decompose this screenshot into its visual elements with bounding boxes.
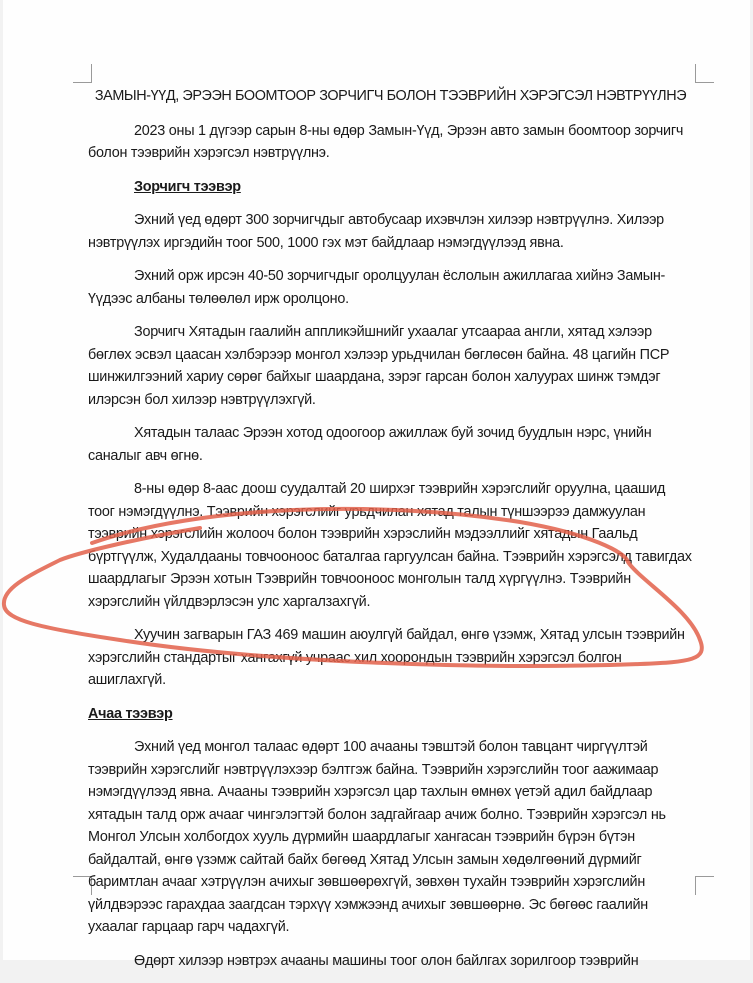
margin-corner-top-right bbox=[695, 64, 714, 83]
section-heading-cargo bbox=[88, 703, 693, 726]
margin-corner-bottom-right bbox=[695, 876, 714, 895]
paragraph: Өдөрт хилээр нэвтрэх ачааны машины тоог олон байлгах зорилгоор тээврийн bbox=[134, 952, 639, 969]
section-heading-text: Ачаа тээвэр bbox=[88, 705, 173, 722]
document-body bbox=[88, 85, 693, 983]
section-heading-passenger bbox=[88, 176, 693, 199]
section-heading-text: Зорчигч тээвэр bbox=[134, 178, 241, 195]
intro-paragraph: 2023 оны 1 дүгээр сарын 8-ны өдөр Замын-Үүд, Эрээн авто замын боомтоор зорчигч болон тээврийн хэрэгсэл нэвтрүүлнэ. bbox=[88, 122, 684, 161]
paragraph-highlighted: Хуучин загварын ГАЗ 469 машин аюулгүй байдал, өнгө үзэмж, Хятад улсын тээврийн хэрэгслийн стандартыг хангахгүй учраас хил хоорондын тээврийн хэрэгсэл болгон ашиглахгүй. bbox=[88, 627, 685, 688]
paragraph: 8-ны өдөр 8-аас доош суудалтай 20 ширхэг тээврийн хэрэгслийг оруулна, цаашид тоог нэмэгдүүлнэ. Тээврийн хэрэгслийг урьдчилан хятад талын түншээрээ дамжуулан тээврийн хэрэгслийн жолооч болон тээврийн хэрэслийн мэдээллийг хятадын Гаальд бүртгүүлж, Худалдааны товчооноос баталгаа гаргуулсан байна. Тээврийн хэрэгсэлд тавигдах шаардлагыг Эрээн хотын Тээврийн товчооноос монголын талд хүргүүлнэ. Тээврийн хэрэгслийн үйлдвэрлэсэн улс харгалзахгүй. bbox=[88, 481, 692, 610]
paragraph: Эхний үед өдөрт 300 зорчигчдыг автобусаар ихэвчлэн хилээр нэвтрүүлнэ. Хилээр нэвтрүүлэх иргэдийн тоог 500, 1000 гэх мэт байдлаар нэмэгдүүлээд явна. bbox=[88, 212, 664, 251]
paragraph: Зорчигч Хятадын гаалийн аппликэйшнийг ухаалаг утсаараа англи, хятад хэлээр бөглөх эсвэл цаасан хэлбэрээр монгол хэлээр урьдчилан бөглөсөн байна. 48 цагийн ПСР шинжилгээний хариу сөрөг байхыг шаардана, зэрэг гарсан болон халуурах шинж тэмдэг илэрсэн бол хилээр нэвтрүүлэхгүй. bbox=[88, 324, 670, 408]
paragraph: Эхний үед монгол талаас өдөрт 100 ачааны тэвштэй болон тавцант чиргүүлтэй тээврийн хэрэгслийг нэвтрүүлэхээр бэлтгэж байна. Тээврийн хэрэгслийн тоог аажимаар нэмэгдүүлээд явна. Ачааны тээврийн хэрэгсэл цар тахлын өмнөх үетэй адил байдлаар хятадын талд орж ачааг чингэлэгтэй болон задгайгаар ачиж болно. Тээврийн хэрэгсэл нь Монгол Улсын холбогдох хууль дүрмийн шаардлагыг хангасан тээврийн бүрэн бүтэн байдалтай, өнгө үзэмж сайтай байх бөгөөд Хятад Улсын замын хөдөлгөөний дүрмийг баримтлан ачааг хэтрүүлэн ачихыг зөвшөөрөхгүй, зөвхөн тухайн тээврийн хэрэгслийн үйлдвэрээс гарахдаа заагдсан тэрхүү хэмжээнд ачихыг зөвшөөрнө. Эс бөгөөс гаалийн ухаалаг гарцаар гарч чадахгүй. bbox=[88, 739, 666, 935]
paragraph: Эхний орж ирсэн 40-50 зорчигчдыг оролцуулан ёслолын ажиллагаа хийнэ Замын-Үүдээс албаны төлөөлөл ирж оролцоно. bbox=[88, 268, 666, 307]
paragraph: Хятадын талаас Эрээн хотод одоогоор ажиллаж буй зочид буудлын нэрс, үнийн саналыг авч өгнө. bbox=[88, 425, 652, 464]
margin-corner-top-left bbox=[73, 64, 92, 83]
document-title: ЗАМЫН-ҮҮД, ЭРЭЭН БООМТООР ЗОРЧИГЧ БОЛОН ТЭЭВРИЙН ХЭРЭГСЭЛ НЭВТРҮҮЛНЭ bbox=[94, 88, 687, 104]
